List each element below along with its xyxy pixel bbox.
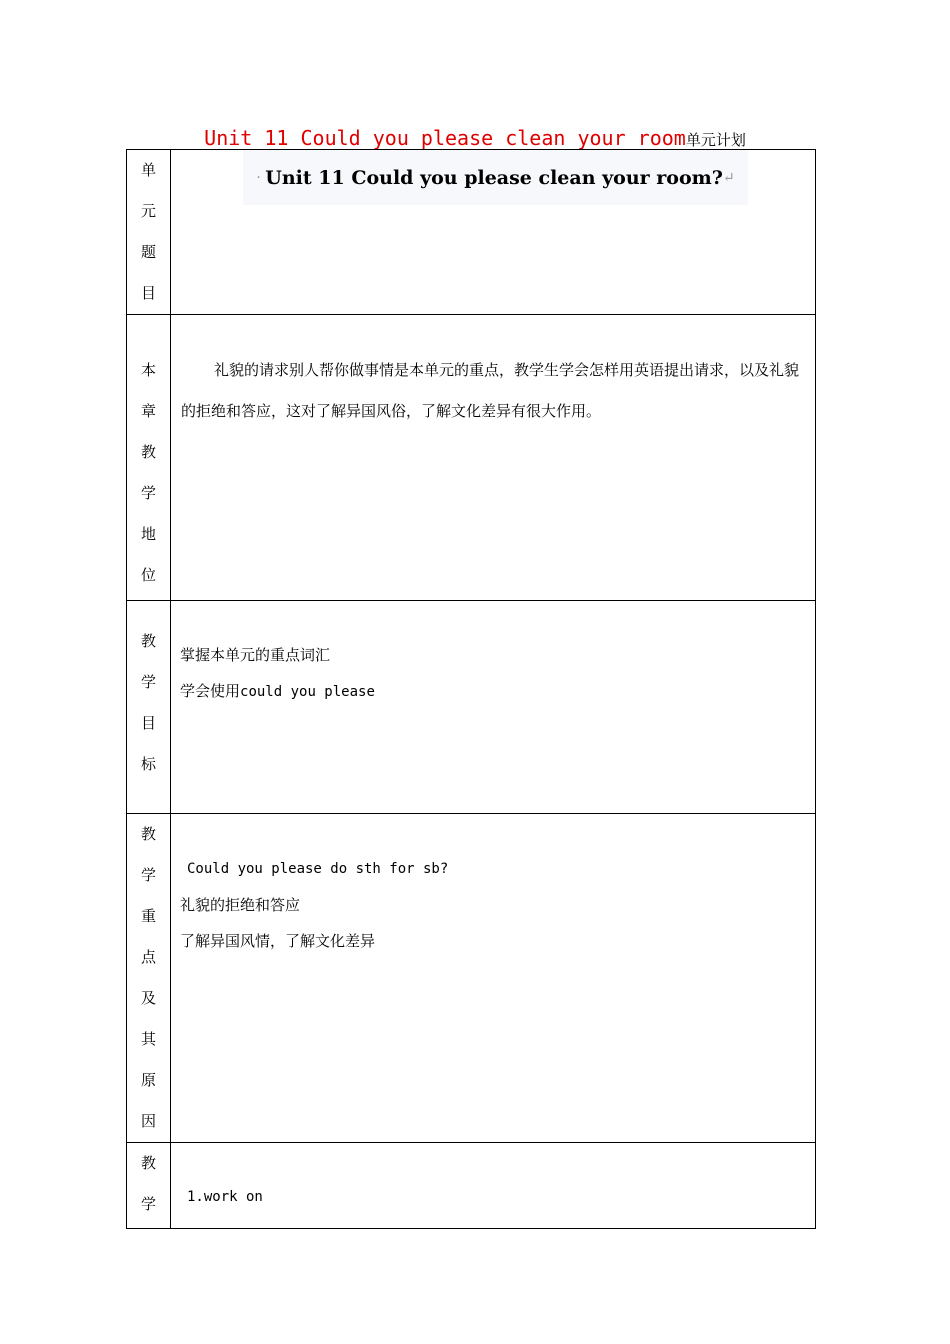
teaching-line: 1.work on bbox=[187, 1189, 263, 1205]
content-teaching bbox=[171, 1143, 816, 1229]
label-char: 学 bbox=[140, 484, 156, 502]
content-unit-topic bbox=[171, 150, 816, 315]
content-teaching-position bbox=[171, 315, 816, 601]
label-teaching-position bbox=[127, 315, 171, 601]
label-char: 本 bbox=[140, 361, 156, 379]
bullet-mark: · bbox=[256, 169, 266, 186]
label-teaching bbox=[127, 1143, 171, 1229]
label-char: 地 bbox=[140, 525, 156, 543]
label-char: 重 bbox=[140, 907, 156, 925]
unit-heading-text: Unit 11 Could you please clean your room? bbox=[265, 166, 723, 189]
label-char: 教 bbox=[140, 1154, 156, 1172]
row-teaching-objectives bbox=[127, 601, 816, 814]
unit-heading-image bbox=[243, 150, 748, 205]
title-english: Unit 11 Could you please clean your room bbox=[204, 126, 686, 150]
label-char: 位 bbox=[140, 566, 156, 584]
label-char: 其 bbox=[140, 1030, 156, 1048]
label-char: 因 bbox=[140, 1112, 156, 1130]
objective-line: 掌握本单元的重点词汇 bbox=[180, 646, 331, 664]
paragraph-mark-icon: ↵ bbox=[722, 169, 735, 186]
label-char: 原 bbox=[140, 1071, 156, 1089]
label-key-points bbox=[127, 814, 171, 1143]
row-unit-topic bbox=[127, 150, 816, 315]
label-char: 教 bbox=[140, 443, 156, 461]
key-point-line: 了解异国风情，了解文化差异 bbox=[180, 932, 376, 950]
objective-prefix: 学会使用 bbox=[180, 682, 241, 700]
label-char: 学 bbox=[140, 673, 156, 691]
label-char: 单 bbox=[140, 161, 156, 179]
row-teaching bbox=[127, 1143, 816, 1229]
label-char: 元 bbox=[140, 202, 156, 220]
label-char: 教 bbox=[140, 632, 156, 650]
label-char: 题 bbox=[140, 243, 156, 261]
unit-plan-table bbox=[126, 149, 816, 1229]
label-char: 学 bbox=[140, 866, 156, 884]
label-char: 目 bbox=[140, 714, 156, 732]
label-char: 学 bbox=[140, 1195, 156, 1213]
key-point-line: Could you please do sth for sb? bbox=[187, 861, 449, 877]
content-teaching-objectives bbox=[171, 601, 816, 814]
teaching-position-paragraph: 礼貌的请求别人帮你做事情是本单元的重点，教学生学会怎样用英语提出请求，以及礼貌的拒绝和答应，这对了解异国风俗，了解文化差异有很大作用。 bbox=[181, 361, 800, 420]
objective-line bbox=[171, 673, 815, 710]
label-char: 点 bbox=[140, 948, 156, 966]
label-char: 教 bbox=[140, 825, 156, 843]
label-unit-topic bbox=[127, 150, 171, 315]
title-chinese: 单元计划 bbox=[685, 131, 746, 149]
label-char: 目 bbox=[140, 284, 156, 302]
key-point-line: 礼貌的拒绝和答应 bbox=[180, 896, 301, 914]
row-key-points bbox=[127, 814, 816, 1143]
objective-phrase: could you please bbox=[240, 684, 375, 700]
content-key-points bbox=[171, 814, 816, 1143]
label-char: 章 bbox=[140, 402, 156, 420]
label-char: 及 bbox=[140, 989, 156, 1007]
document-title bbox=[0, 126, 950, 150]
row-teaching-position bbox=[127, 315, 816, 601]
label-char: 标 bbox=[140, 755, 156, 773]
label-teaching-objectives bbox=[127, 601, 171, 814]
